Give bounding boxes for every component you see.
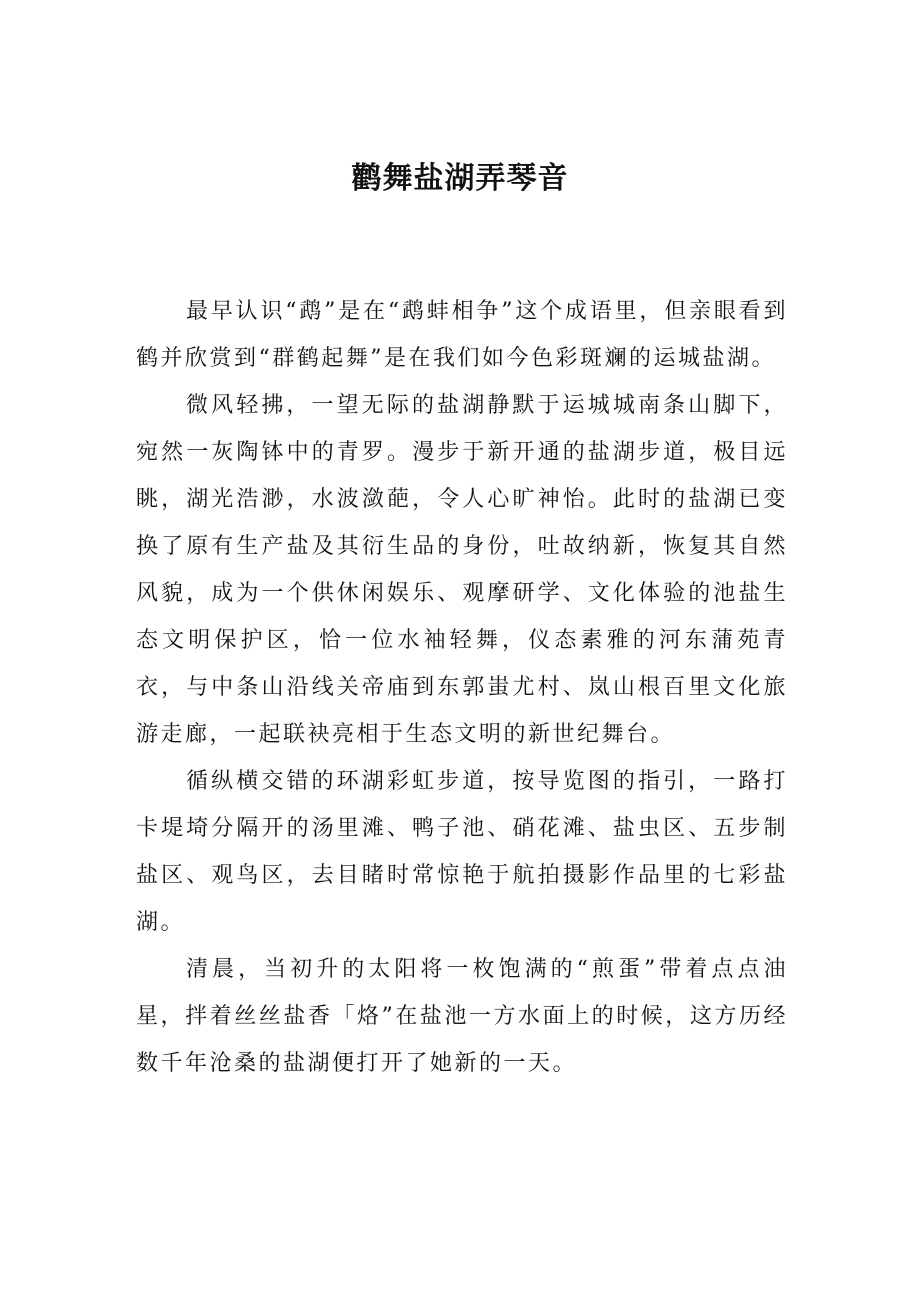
paragraph-2: 微风轻拂，一望无际的盐湖静默于运城城南条山脚下，宛然一灰陶钵中的青罗。漫步于新开通的盐湖步道，极目远眺，湖光浩渺，水波潋葩，令人心旷神怡。此时的盐湖已变换了原有生产盐及其衍生品的身份，吐故纳新，恢复其自然风貌，成为一个供休闲娱乐、观摩研学、文化体验的池盐生态文明保护区，恰一位水袖轻舞，仪态素雅的河东蒲苑青衣，与中条山沿线关帝庙到东郭蚩尤村、岚山根百里文化旅游走廊，一起联袂亮相于生态文明的新世纪舞台。: [136, 393, 788, 747]
article-body: [136, 288, 788, 1087]
paragraph-4: 清晨，当初升的太阳将一枚饱满的“煎蛋”带着点点油星，拌着丝丝盐香「烙”在盐池一方水面上的时候，这方历经数千年沧桑的盐湖便打开了她新的一天。: [136, 957, 788, 1076]
paragraph-3: 循纵横交错的环湖彩虹步道，按导览图的指引，一路打卡堤埼分隔开的汤里滩、鸭子池、硝花滩、盐虫区、五步制盐区、观鸟区，去目睹时常惊艳于航拍摄影作品里的七彩盐湖。: [136, 769, 788, 935]
article-title: 鹳舞盐湖弄琴音: [351, 161, 569, 196]
paragraph-1: 最早认识“鹉”是在“鹉蚌相争”这个成语里，但亲眼看到鹤并欣赏到“群鹤起舞”是在我们如今色彩斑斓的运城盐湖。: [136, 299, 788, 371]
